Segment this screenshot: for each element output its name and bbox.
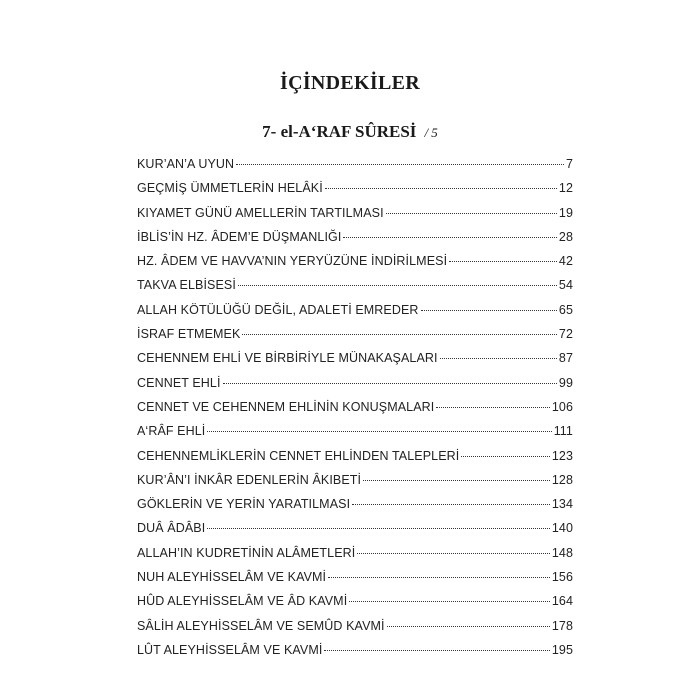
dot-leader	[325, 188, 557, 189]
toc-entry-label: NUH ALEYHİSSELÂM VE KAVMİ	[137, 570, 327, 585]
dot-leader	[421, 310, 557, 311]
toc-entry-label: KIYAMET GÜNÜ AMELLERİN TARTILMASI	[137, 205, 384, 220]
dot-leader	[324, 650, 549, 651]
toc-entry	[137, 201, 573, 225]
toc-entry	[137, 249, 573, 273]
dot-leader	[386, 213, 557, 214]
dot-leader	[328, 577, 550, 578]
dot-leader	[343, 237, 556, 238]
dot-leader	[440, 358, 557, 359]
dot-leader	[387, 626, 550, 627]
toc-entry	[137, 371, 573, 395]
toc-entry-label: CENNET EHLİ	[137, 375, 221, 390]
toc-entry-page-number: 123	[551, 448, 573, 463]
toc-entry-page-number: 178	[551, 618, 573, 633]
toc-entry	[137, 298, 573, 322]
toc-entry-label: SÂLİH ALEYHİSSELÂM VE SEMÛD KAVMİ	[137, 618, 385, 633]
dot-leader	[357, 553, 550, 554]
toc-entry	[137, 176, 573, 200]
section-heading	[0, 122, 700, 142]
toc-entry-page-number: 140	[551, 521, 573, 536]
toc-entry-label: KUR’AN’A UYUN	[137, 157, 235, 171]
toc-entry-label: HZ. ÂDEM VE HAVVA’NIN YERYÜZÜNE İNDİRİLMESİ	[137, 254, 448, 269]
toc-entry-label: CENNET VE CEHENNEM EHLİNİN KONUŞMALARI	[137, 399, 435, 414]
dot-leader	[236, 164, 564, 165]
toc-entry	[137, 541, 573, 565]
toc-entry-label: A‘RÂF EHLİ	[137, 424, 206, 439]
toc-entry-page-number: 134	[551, 497, 573, 512]
toc-entry	[137, 225, 573, 249]
toc-entry-page-number: 28	[558, 229, 573, 244]
toc-entry-label: GÖKLERİN VE YERİN YARATILMASI	[137, 497, 351, 512]
page-title: İÇİNDEKİLER	[280, 72, 420, 94]
dot-leader	[352, 504, 550, 505]
toc-entry-page-number: 128	[551, 472, 573, 487]
toc-entry-page-number: 42	[558, 254, 573, 269]
toc-entry-page-number: 87	[558, 351, 573, 366]
toc-entry	[137, 152, 573, 176]
toc-entry-label: GEÇMİŞ ÜMMETLERİN HELÂKİ	[137, 181, 323, 196]
toc-entry-page-number: 12	[558, 181, 573, 196]
toc-entry-page-number: 72	[558, 327, 573, 342]
toc-entry	[137, 346, 573, 370]
toc-entry	[137, 492, 573, 516]
toc-entry-page-number: 156	[551, 570, 573, 585]
toc-entry-page-number: 148	[551, 545, 573, 560]
toc-entry-page-number: 99	[558, 375, 573, 390]
toc-entry-label: TAKVA ELBİSESİ	[137, 278, 236, 293]
section-title: 7- el-A‘RAF SÛRESİ	[262, 122, 417, 141]
dot-leader	[238, 285, 557, 286]
toc-entry-label: DUÂ ÂDÂBI	[137, 521, 206, 536]
toc-entry-label: CEHENNEM EHLİ VE BİRBİRİYLE MÜNAKAŞALARI	[137, 351, 438, 366]
dot-leader	[436, 407, 549, 408]
toc-entry	[137, 468, 573, 492]
dot-leader	[461, 456, 550, 457]
dot-leader	[207, 528, 550, 529]
toc-entry-label: İSRAF ETMEMEK	[137, 327, 241, 342]
toc-entry-page-number: 164	[551, 594, 573, 609]
toc-entry	[137, 516, 573, 540]
toc-entry-page-number: 54	[558, 278, 573, 293]
toc-entry-page-number: 65	[558, 302, 573, 317]
dot-leader	[207, 431, 551, 432]
toc-entry-label: CEHENNEMLİKLERİN CENNET EHLİNDEN TALEPLERİ	[137, 448, 460, 463]
toc-entry-page-number: 106	[551, 399, 573, 414]
toc-entry	[137, 589, 573, 613]
toc-entry-page-number: 7	[565, 157, 573, 171]
dot-leader	[363, 480, 550, 481]
toc-entry	[137, 638, 573, 662]
toc-entry-label: İBLİS’İN HZ. ÂDEM’E DÜŞMANLIĞI	[137, 229, 342, 244]
toc-entry-label: ALLAH’IN KUDRETİNİN ALÂMETLERİ	[137, 545, 356, 560]
dot-leader	[242, 334, 556, 335]
toc-entry	[137, 322, 573, 346]
toc-entry-page-number: 195	[551, 642, 573, 657]
toc-entry-label: LÛT ALEYHİSSELÂM VE KAVMİ	[137, 642, 323, 657]
toc-entry-label: KUR’ÂN’I İNKÂR EDENLERİN ÂKIBETİ	[137, 472, 362, 487]
dot-leader	[349, 601, 550, 602]
toc-entry	[137, 614, 573, 638]
dot-leader	[223, 383, 557, 384]
toc-entry	[137, 444, 573, 468]
toc-entry-page-number: 19	[558, 205, 573, 220]
dot-leader	[449, 261, 557, 262]
toc-entry-label: ALLAH KÖTÜLÜĞÜ DEĞİL, ADALETİ EMREDER	[137, 302, 419, 317]
section-page-number: / 5	[424, 125, 438, 140]
toc-entry	[137, 419, 573, 443]
toc-entry-page-number: 111	[553, 424, 573, 439]
toc-entry	[137, 565, 573, 589]
table-of-contents	[137, 152, 573, 662]
toc-entry-label: HÛD ALEYHİSSELÂM VE ÂD KAVMİ	[137, 594, 348, 609]
toc-entry	[137, 273, 573, 297]
toc-entry	[137, 395, 573, 419]
